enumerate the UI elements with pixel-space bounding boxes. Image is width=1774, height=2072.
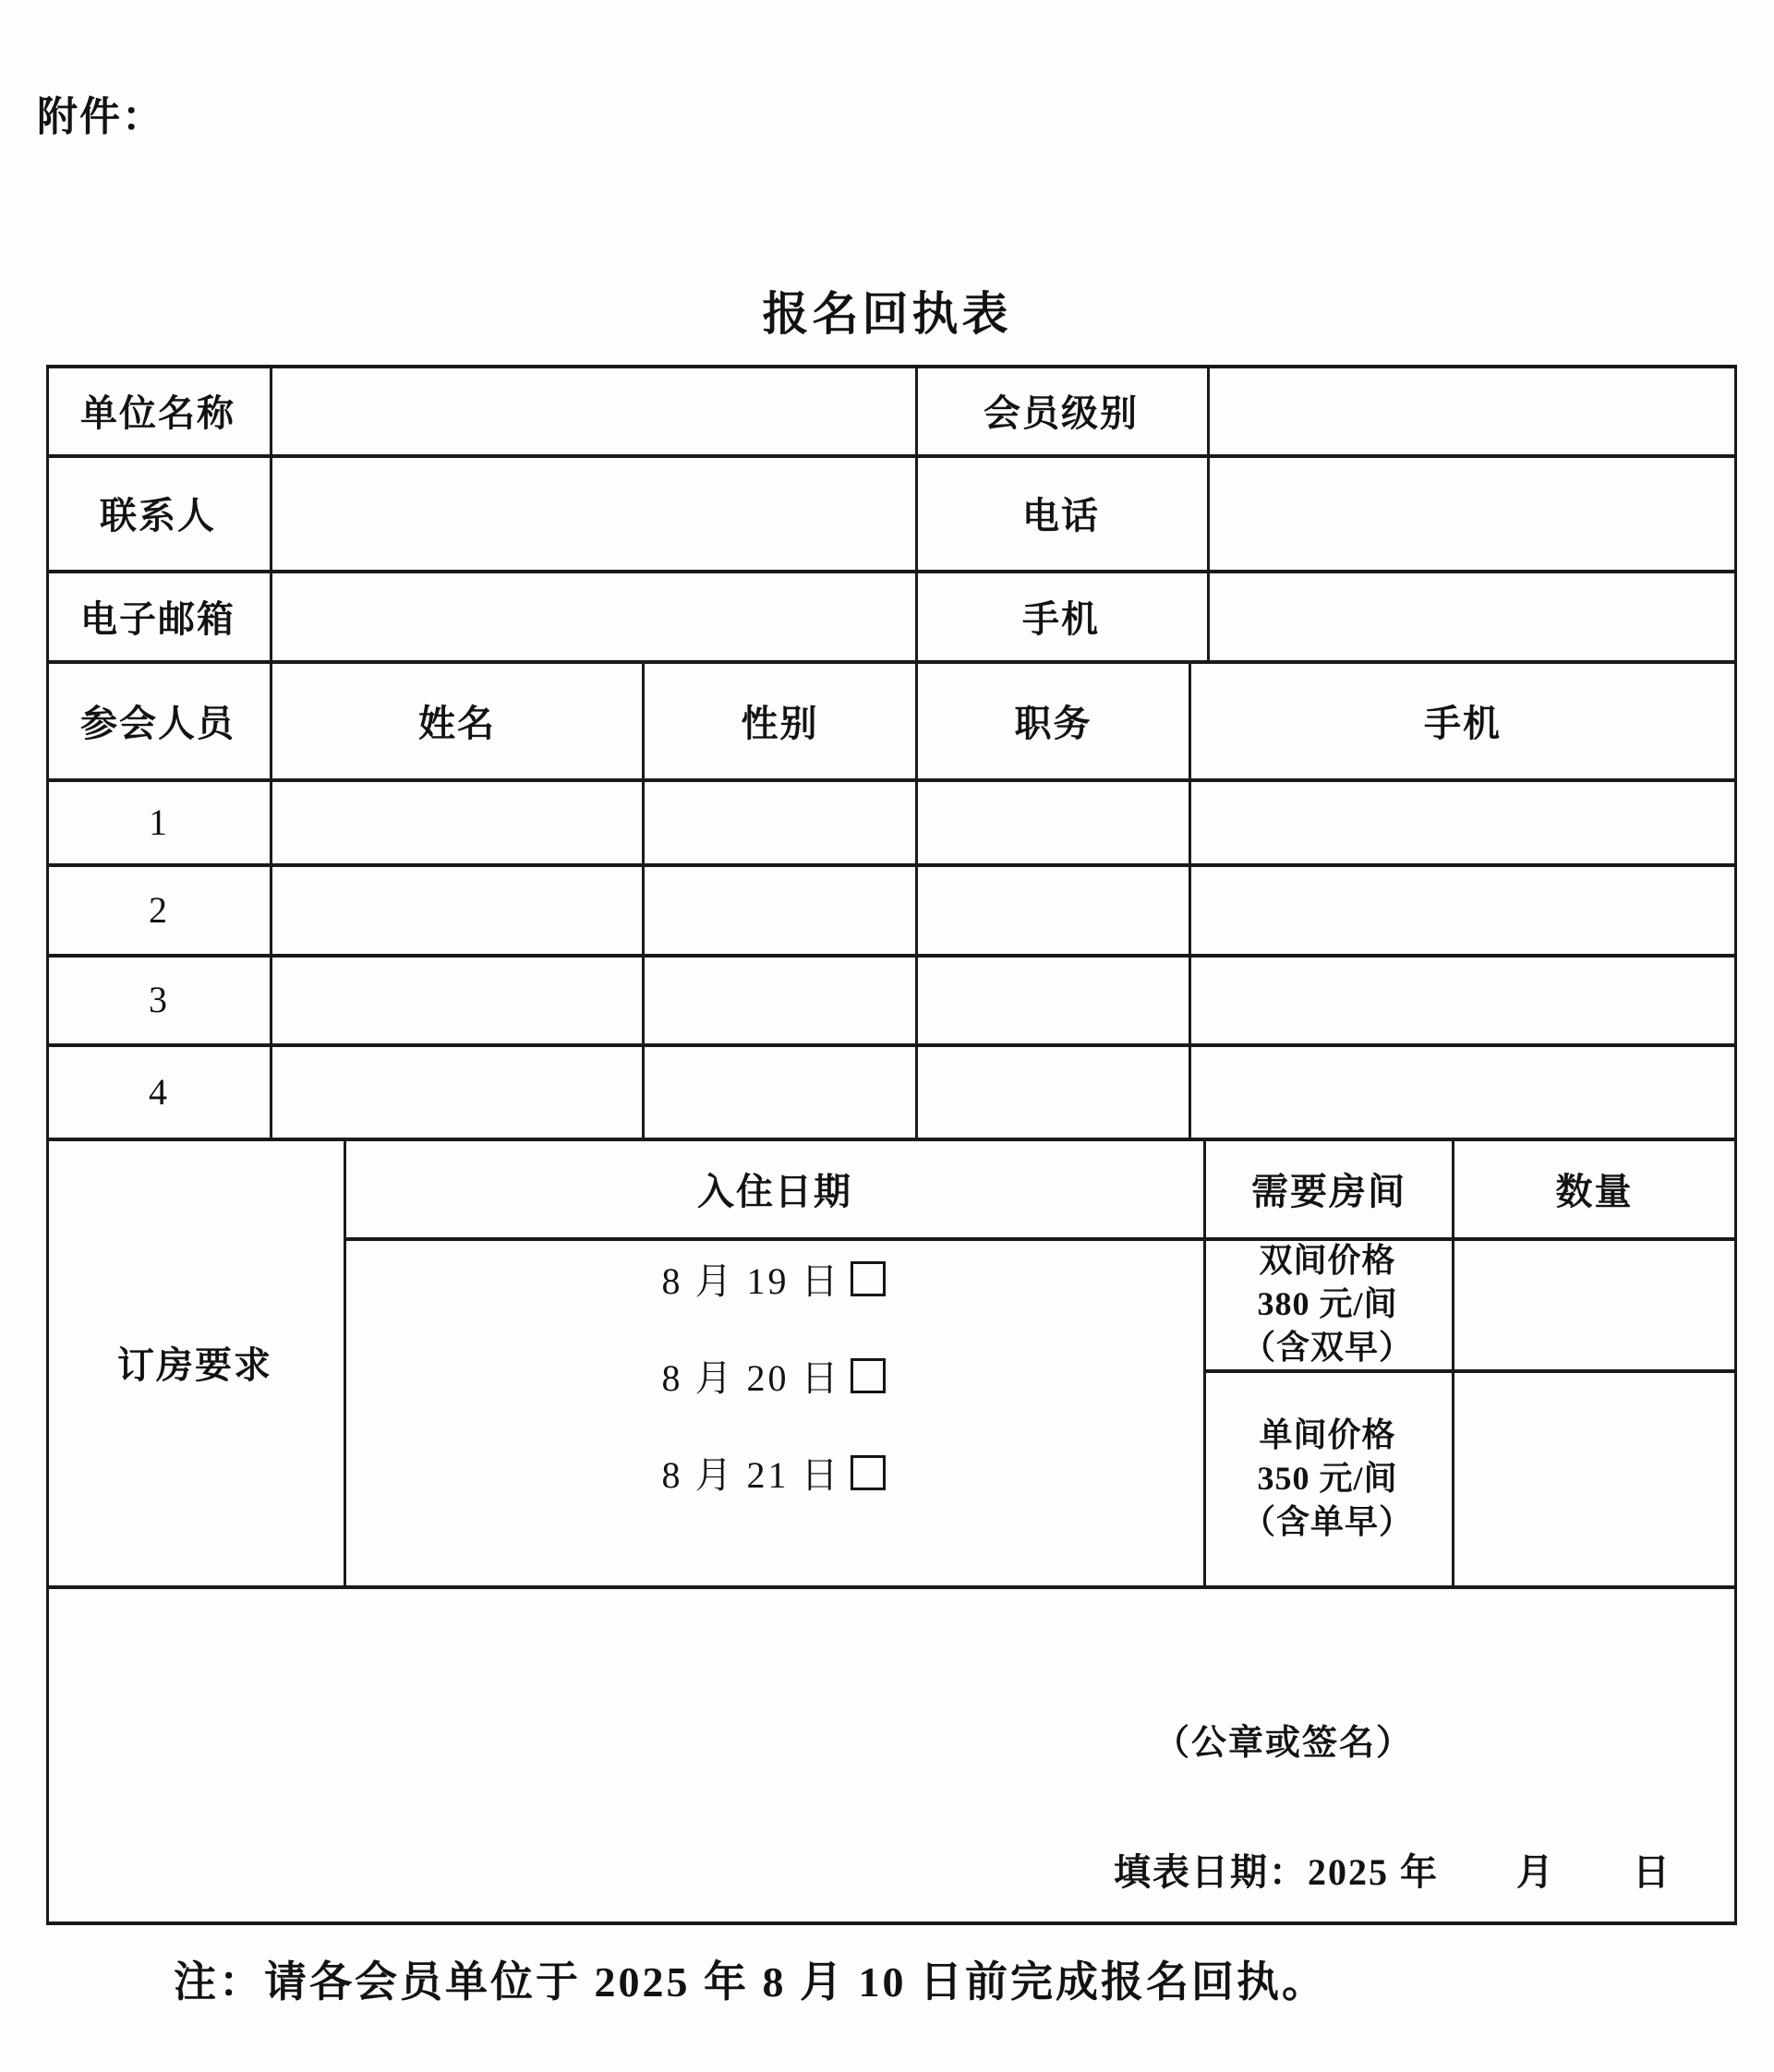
contact-value-cell [272,456,915,570]
table-line [46,1043,1737,1047]
attendee-name-column-header: 姓名 [418,703,496,744]
room-type-price: 380 元/间 [1257,1285,1398,1322]
single-room-quantity-cell [1454,1373,1734,1584]
date-option [662,1446,886,1499]
attendee-mobile-column-header: 手机 [1424,703,1502,744]
attendee-row-number: 2 [149,888,167,931]
rooms-needed-header: 需要房间 [1251,1171,1406,1212]
mobile-value-cell [1210,572,1734,660]
phone-value-cell [1210,456,1734,570]
date-option-label: 8 月 19 日 [661,1260,841,1302]
attendee-row-number: 1 [149,801,167,843]
attendees-section-label: 参会人员 [80,703,235,744]
table-line [46,954,1737,958]
attachment-label: 附件： [37,94,164,139]
date-option [662,1252,886,1305]
unit-name-value-cell [272,367,915,454]
table-line [46,1921,1737,1925]
member-level-value-cell [1210,367,1734,454]
date-option-label: 8 月 20 日 [661,1357,841,1399]
double-room-price-cell [1203,1241,1452,1367]
quantity-header: 数量 [1555,1171,1634,1212]
date-option [662,1349,886,1402]
room-type-name: 双间价格 [1259,1242,1396,1279]
email-value-cell [272,572,915,660]
table-line [1734,365,1737,1925]
room-type-name: 单间价格 [1259,1415,1396,1453]
checkin-date-options [344,1239,1203,1587]
unit-name-label: 单位名称 [80,393,235,434]
attendee-row-number: 3 [149,979,167,1020]
date-option-label: 8 月 21 日 [661,1454,841,1496]
mobile-label: 手机 [1022,598,1100,640]
table-line [46,778,1737,782]
phone-label: 电话 [1022,496,1100,536]
member-level-label: 会员级别 [984,393,1139,434]
page-title: 报名回执表 [762,288,1012,340]
contact-label: 联系人 [100,496,216,536]
empty-checkbox-icon [851,1358,886,1393]
double-room-quantity-cell [1454,1241,1734,1367]
email-label: 电子邮箱 [80,598,235,640]
attendee-position-column-header: 职务 [1014,703,1092,744]
empty-checkbox-icon [851,1261,886,1296]
seal-or-signature-hint: （公章或签名） [1153,1724,1413,1763]
checkin-date-header: 入住日期 [697,1171,852,1212]
booking-section-label: 订房要求 [117,1345,272,1386]
attendee-gender-column-header: 性别 [741,703,819,744]
table-line [46,863,1737,867]
empty-checkbox-icon [851,1455,886,1490]
single-room-price-cell [1203,1373,1452,1584]
room-type-note: （含双早） [1241,1329,1413,1366]
room-type-price: 350 元/间 [1257,1459,1398,1497]
room-type-note: （含单早） [1241,1502,1413,1540]
footer-note: 注：请各会员单位于 2025 年 8 月 10 日前完成报名回执。 [174,1958,1327,2006]
form-fill-date-line: 填表日期：2025 年 月 日 [1114,1851,1671,1893]
attendee-row-number: 4 [149,1070,167,1113]
